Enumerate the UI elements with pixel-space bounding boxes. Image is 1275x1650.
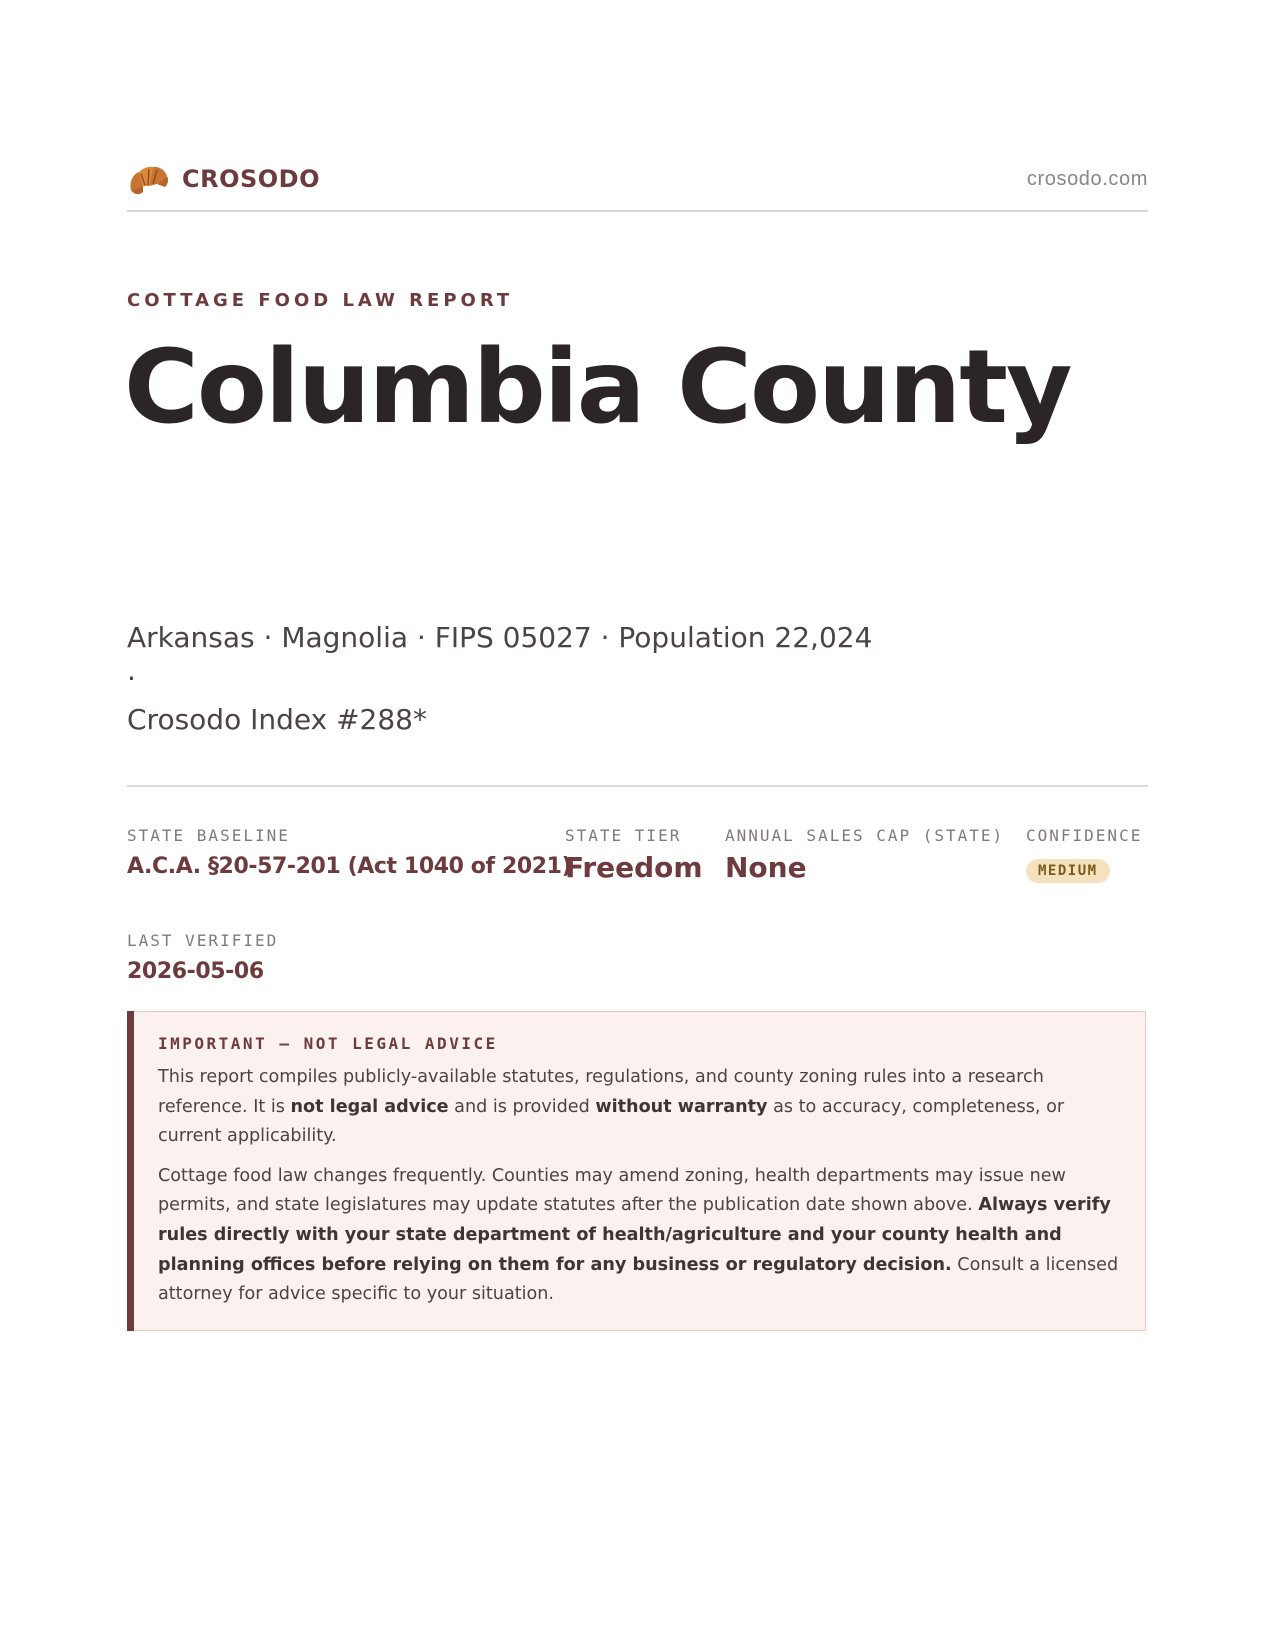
stat-sales-cap xyxy=(725,826,1004,884)
stat-label: STATE TIER xyxy=(565,826,682,845)
county-summary-line2: Crosodo Index #288* xyxy=(127,703,427,736)
confidence-badge: MEDIUM xyxy=(1026,859,1110,883)
stat-value: None xyxy=(725,851,807,884)
report-eyebrow: COTTAGE FOOD LAW REPORT xyxy=(127,290,514,311)
county-summary-line1: Arkansas · Magnolia · FIPS 05027 · Population 22,024 · xyxy=(127,621,873,695)
page-header xyxy=(127,156,1148,212)
callout-accent-bar xyxy=(127,1011,134,1331)
brand-name: CROSODO xyxy=(182,165,321,193)
disclaimer-title: IMPORTANT — NOT LEGAL ADVICE xyxy=(158,1034,498,1053)
brand[interactable] xyxy=(127,160,320,198)
stat-value: A.C.A. §20-57-201 (Act 1040 of 2021) xyxy=(127,854,572,879)
stat-value: 2026-05-06 xyxy=(127,959,264,984)
stat-label: LAST VERIFIED xyxy=(127,931,279,950)
stat-state-tier xyxy=(565,826,703,884)
stat-last-verified xyxy=(127,931,278,984)
page-title: Columbia County xyxy=(124,328,1071,447)
stat-label: STATE BASELINE xyxy=(127,826,290,845)
stat-confidence xyxy=(1026,826,1142,883)
disclaimer-callout xyxy=(127,1011,1146,1331)
croissant-icon xyxy=(127,160,169,198)
site-url[interactable]: crosodo.com xyxy=(1026,168,1148,190)
divider xyxy=(127,785,1148,787)
stat-label: CONFIDENCE xyxy=(1026,826,1143,845)
disclaimer-paragraph-1: This report compiles publicly-available statutes, regulations, and county zoning rules into a research reference. It is not legal advice and is provided without warranty as to accuracy, completeness, or current applicability. xyxy=(158,1067,1065,1147)
county-summary xyxy=(127,617,887,740)
report-page xyxy=(124,0,1148,1650)
disclaimer-paragraph-2: Cottage food law changes frequently. Counties may amend zoning, health departments may issue new permits, and state legislatures may update statutes after the publication date shown above. Always verify rules directly with your state department of health/agriculture and your county health and planning offices before relying on them for any business or regulatory decision. Consult a licensed attorney for advice specific to your situation. xyxy=(158,1165,1119,1305)
stat-value: Freedom xyxy=(565,851,703,884)
stat-label: ANNUAL SALES CAP (STATE) xyxy=(725,826,1005,845)
stat-state-baseline xyxy=(127,826,571,879)
